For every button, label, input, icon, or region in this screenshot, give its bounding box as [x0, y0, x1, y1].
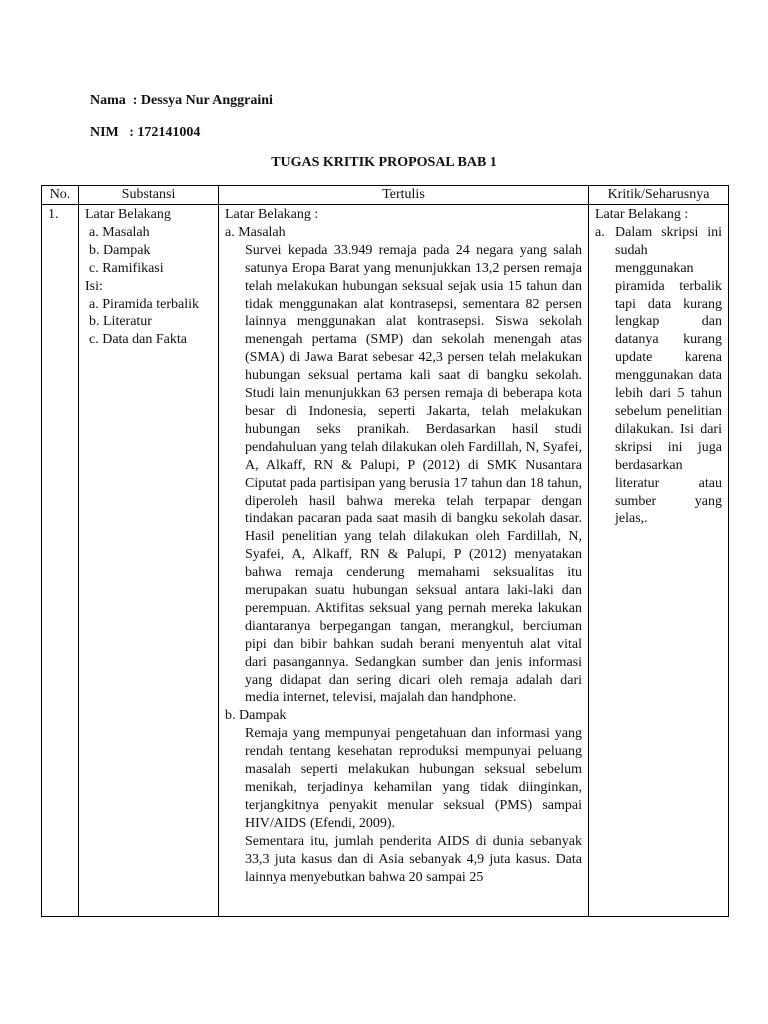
substansi-item: b. Literatur	[89, 314, 152, 330]
tertulis-text-a: Survei kepada 33.949 remaja pada 24 negara yang salah satunya Eropa Barat yang menunjukkan 13,2 persen remaja telah melakukan hubungan seksual sejak usia 15 tahun dan tidak menggunakan alat kontrasepsi, sementara 82 persen lainnya menggunakan alat kontrasepsi. Siswa sekolah menengah pertama (SMP) dan sekolah menengah atas (SMA) di Jawa Barat sebesar 42,3 persen telah melakukan hubungan seksual pertama kali saat di bangku sekolah. Studi lain menunjukkan 63 persen remaja di beberapa kota besar di Indonesia, seperti Jakarta, telah melakukan hubungan seks pranikah. Berdasarkan hasil studi pendahuluan yang telah dilakukan oleh Fardillah, N, Syafei, A, Alkaff, RN & Palupi, P (2012) di SMK Nusantara Ciputat pada partisipan yang berusia 17 tahun dan 18 tahun, diperoleh hasil bahwa mereka telah terpapar dengan tindakan pacaran pada saat masih di bangku sekolah dasar. Hasil penelitian yang telah dilakukan oleh Fardillah, N, Syafei, A, Alkaff, RN & Palupi, P (2012) menyatakan bahwa remaja cenderung memahami seksualitas itu merupakan suatu hubungan seksual antara laki-laki dan perempuan. Aktifitas seksual yang pernah mereka lakukan diantaranya berpegangan tangan, merangkul, berciuman pipi dan bibir bahkan sudah berani menyentuh alat vital dari pasangannya. Sedangkan sumber dan jenis informasi yang didapat dan sering dicari oleh remaja adalah dari media internet, televisi, majalah dan handphone.	[245, 242, 582, 706]
column-header-tertulis: Tertulis	[219, 186, 589, 205]
kritik-heading: Latar Belakang :	[595, 207, 689, 222]
column-header-no: No.	[42, 186, 79, 205]
tertulis-text-b: Remaja yang mempunyai pengetahuan dan informasi yang rendah tentang kesehatan reproduksi mempunyai peluang masalah seperti melakukan hubungan seksual sebelum menikah, terjadinya kehamilan yang tidak diinginkan, terjangkitnya penyakit menular seksual (PMS) sampai HIV/AIDS (Efendi, 2009).	[245, 726, 582, 831]
kritik-cell	[589, 205, 729, 917]
substansi-item: c. Data dan Fakta	[89, 332, 187, 348]
substansi-item: a. Masalah	[89, 224, 150, 240]
substansi-cell	[79, 205, 219, 917]
kritik-label-a: a.	[595, 224, 605, 240]
tertulis-text-b2: Sementara itu, jumlah penderita AIDS di dunia sebanyak 33,3 juta kasus dan di Asia sebanyak 4,9 juta kasus. Data lainnya menyebutkan bahwa 20 sampai 25	[245, 833, 582, 885]
student-name: Nama : Dessya Nur Anggraini	[90, 93, 273, 108]
column-header-kritik: Kritik/Seharusnya	[589, 186, 729, 205]
critique-table	[41, 185, 729, 917]
kritik-item-a	[595, 224, 722, 528]
substansi-item: c. Ramifikasi	[89, 260, 164, 276]
column-header-substansi: Substansi	[79, 186, 219, 205]
tertulis-heading: Latar Belakang :	[225, 207, 319, 222]
substansi-isi-label: Isi:	[85, 278, 103, 294]
substansi-item: b. Dampak	[89, 242, 151, 258]
tertulis-cell	[219, 205, 589, 917]
substansi-heading: Latar Belakang	[85, 207, 171, 222]
kritik-text-a: Dalam skripsi ini sudah menggunakan piramida terbalik tapi data kurang lengkap dan datanya kurang update karena menggunakan data lebih dari 5 tahun sebelum penelitian dilakukan. Isi dari skripsi ini juga berdasarkan literatur atau sumber yang jelas,.	[615, 224, 722, 527]
substansi-item: a. Piramida terbalik	[89, 296, 200, 312]
student-nim: NIM : 172141004	[90, 125, 201, 140]
tertulis-label-a: a. Masalah	[225, 224, 286, 240]
table-header-row	[42, 186, 729, 205]
table-row	[42, 205, 729, 917]
document-title: TUGAS KRITIK PROPOSAL BAB 1	[271, 155, 497, 170]
tertulis-label-b: b. Dampak	[225, 708, 287, 724]
row-number: 1.	[42, 205, 79, 917]
